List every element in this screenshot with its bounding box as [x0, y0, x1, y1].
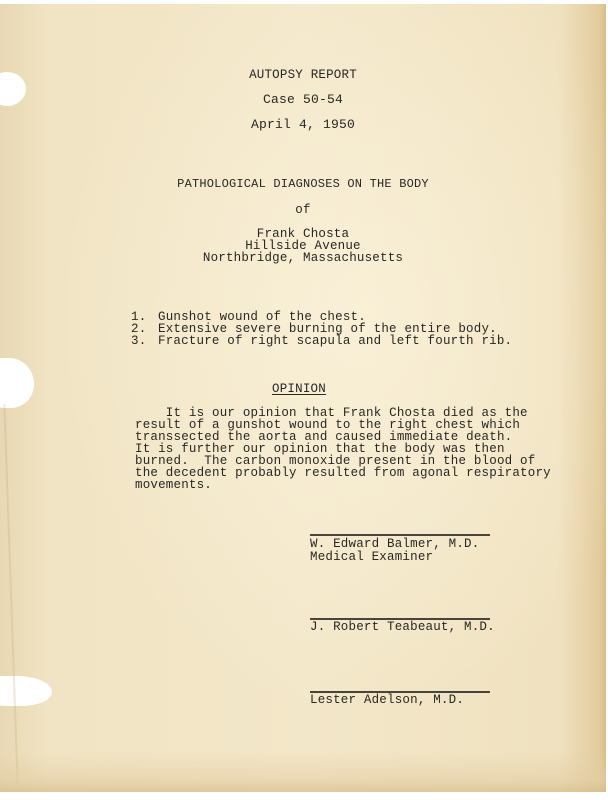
opinion-line: movements.: [135, 478, 213, 492]
signatory-name: Lester Adelson, M.D.: [310, 693, 465, 707]
subject-street: Hillside Avenue: [245, 239, 361, 253]
report-date: April 4, 1950: [250, 117, 356, 132]
opinion-line: burned. The carbon monoxide present in the blood of: [135, 454, 536, 468]
subject-name: Frank Chosta: [256, 227, 350, 241]
subject-city: Northbridge, Massachusetts: [202, 251, 404, 265]
opinion-line: transsected the aorta and caused immediate death.: [135, 430, 513, 444]
signatory-name: W. Edward Balmer, M.D.: [310, 537, 480, 551]
of-label: of: [295, 203, 311, 217]
diagnosis-text: Fracture of right scapula and left fourth rib.: [158, 334, 513, 348]
report-title: AUTOPSY REPORT: [249, 68, 357, 82]
torn-edge-bottom: [0, 676, 52, 706]
document-page: [0, 4, 606, 792]
diagnosis-number: 2.: [131, 322, 147, 336]
opinion-line: result of a gunshot wound to the right chest which: [135, 418, 521, 432]
paper-crease: [3, 404, 18, 784]
opinion-line: the decedent probably resulted from agonal respiratory: [135, 466, 551, 480]
diagnosis-number: 1.: [131, 310, 147, 324]
diagnosis-text: Extensive severe burning of the entire body.: [158, 322, 497, 336]
opinion-line: It is our opinion that Frank Chosta died as the: [135, 406, 528, 420]
diagnoses-heading: PATHOLOGICAL DIAGNOSES ON THE BODY: [177, 177, 429, 191]
diagnosis-text: Gunshot wound of the chest.: [158, 310, 366, 324]
signatory-title: Medical Examiner: [310, 550, 434, 564]
opinion-line: It is further our opinion that the body was then: [135, 442, 505, 456]
case-number: Case 50-54: [262, 92, 343, 107]
signatory-name: J. Robert Teabeaut, M.D.: [310, 620, 495, 634]
opinion-heading: OPINION: [272, 382, 326, 396]
diagnosis-number: 3.: [131, 334, 147, 348]
